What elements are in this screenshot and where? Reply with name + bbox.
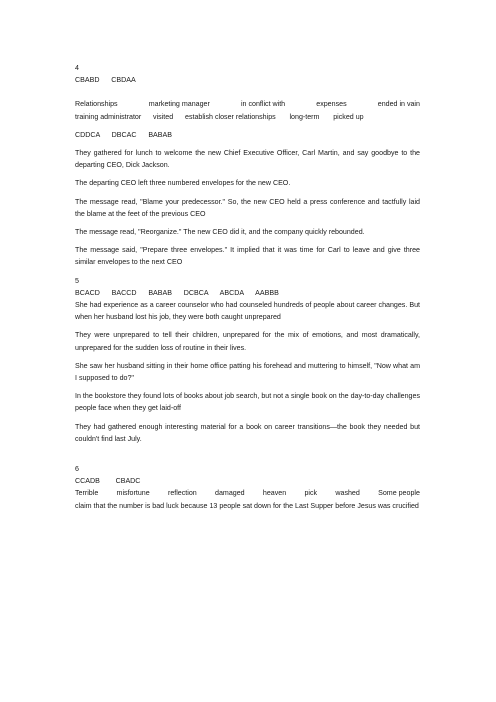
section-4-answers-2: CDDCA DBCAC BABAB	[75, 130, 172, 139]
section-4-words-row-2: training administrator visited establish closer relationships long-term picked up	[75, 112, 364, 121]
word: pick	[304, 489, 318, 498]
section-6-answers: CCADB CBADC	[75, 477, 141, 486]
word: marketing manager	[148, 100, 210, 109]
section-6-number: 6	[75, 465, 79, 474]
word: Terrible	[75, 489, 99, 498]
word: expenses	[316, 100, 347, 109]
section-6-words-row-1	[75, 487, 420, 499]
section-4-words-row-1	[75, 98, 420, 110]
section-5-paragraph-2: They were unprepared to tell their children, unprepared for the mix of emotions, and most dramatically, unprepared for the sudden loss of routine in their lives.	[75, 331, 420, 352]
word: reflection	[167, 489, 197, 498]
section-4-paragraph-5: The message said, "Prepare three envelopes." It implied that it was time for Carl to leave and give three similar envelopes to the next CEO	[75, 246, 420, 267]
section-5-paragraph-4: In the bookstore they found lots of books about job search, but not a single book on the day-to-day challenges people face when they get laid-off	[75, 392, 420, 413]
section-5-answers: BCACD BACCD BABAB DCBCA ABCDA AABBB	[75, 288, 279, 297]
section-5-paragraph-5: They had gathered enough interesting material for a book on career transitions—the book they needed but couldn't find last July.	[75, 422, 420, 443]
section-5-number: 5	[75, 276, 79, 285]
section-6-paragraph-1: claim that the number is bad luck because 13 people sat down for the Last Supper before Jesus was crucified	[75, 501, 419, 510]
section-4-number: 4	[75, 64, 79, 72]
section-4-paragraph-1: They gathered for lunch to welcome the new Chief Executive Officer, Carl Martin, and say goodbye to the departing CEO, Dick Jackson.	[75, 149, 420, 170]
word: Relationships	[75, 100, 118, 109]
word: ended in vain	[377, 100, 420, 109]
word: heaven	[262, 489, 287, 498]
section-4-paragraph-4: The message read, "Reorganize." The new CEO did it, and the company quickly rebounded.	[75, 228, 365, 237]
word: damaged	[215, 489, 245, 498]
word: misfortune	[116, 489, 150, 498]
answer-key-content	[75, 62, 420, 512]
section-5-paragraph-3: She saw her husband sitting in their home office patting his forehead and muttering to himself, "Now what am I supposed to do?"	[75, 361, 420, 383]
section-4-paragraph-2: The departing CEO left three numbered envelopes for the new CEO.	[75, 179, 291, 188]
word: washed	[335, 489, 360, 498]
word: in conflict with	[240, 100, 286, 109]
section-5-paragraph-1: She had experience as a career counselor who had counseled hundreds of people about career changes. But when her husband lost his job, they were both caught unprepared	[75, 301, 420, 322]
section-4-paragraph-3: The message read, "Blame your predecessor." So, the new CEO held a press conference and tactfully laid the blame at the feet of the previous CEO	[75, 197, 420, 218]
section-4-answers-1: CBABD CBDAA	[75, 76, 136, 85]
word: Some people	[378, 489, 420, 498]
